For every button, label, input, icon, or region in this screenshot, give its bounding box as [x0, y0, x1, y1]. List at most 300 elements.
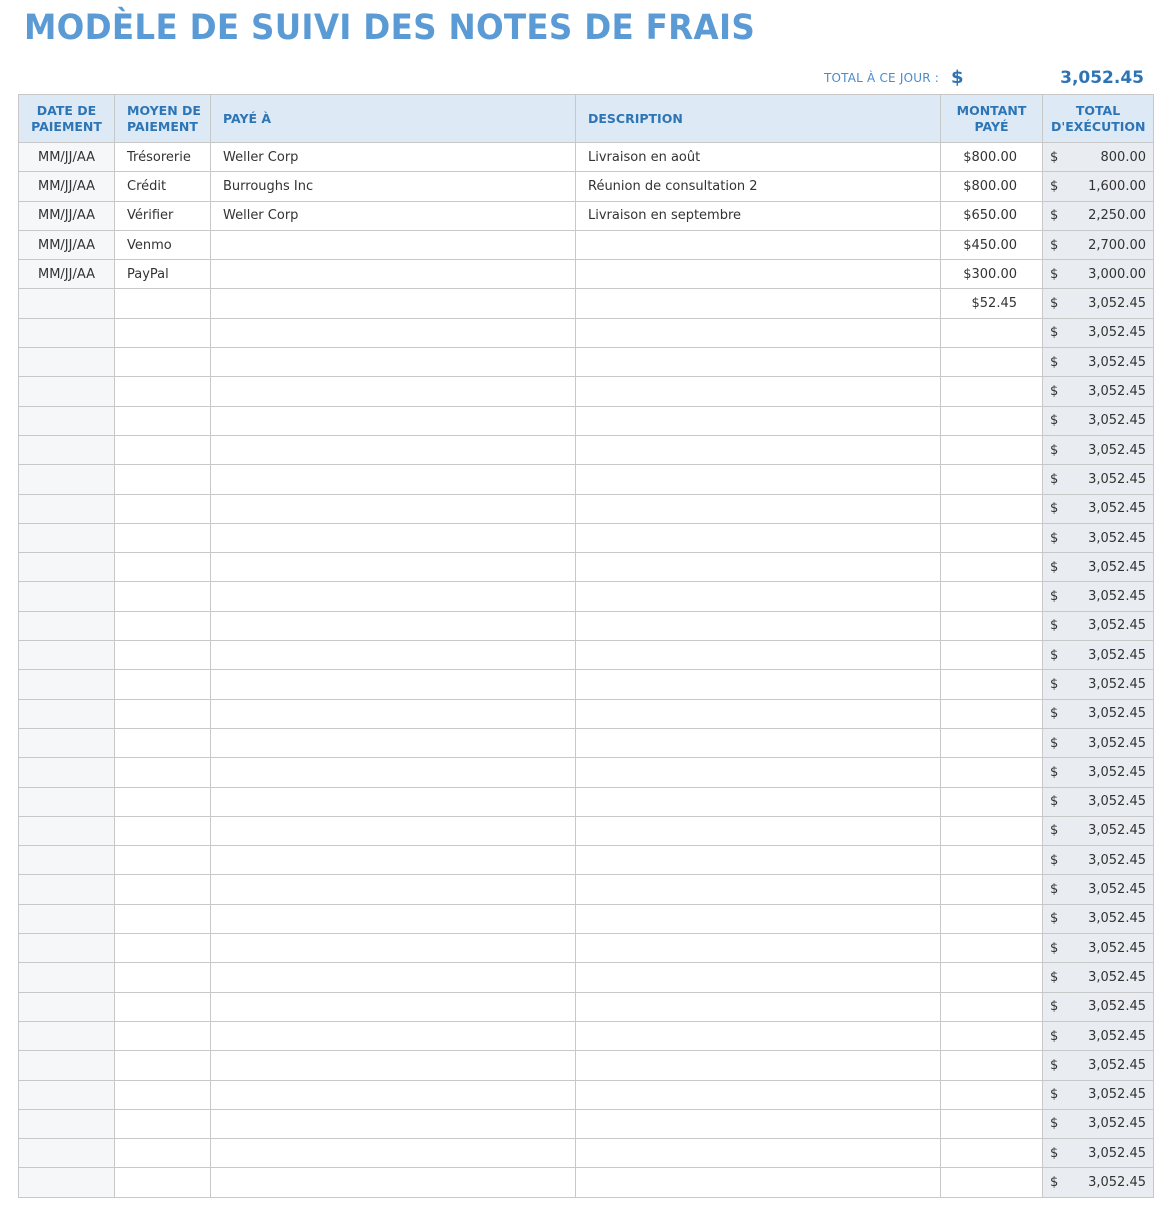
currency-symbol: $	[1050, 706, 1059, 722]
running-total-value: 3,052.45	[1088, 325, 1146, 341]
amount-cell[interactable]	[941, 1080, 1043, 1109]
running-total-cell[interactable]	[1043, 1021, 1154, 1050]
running-total-cell[interactable]	[1043, 787, 1154, 816]
description-cell[interactable]	[576, 494, 941, 523]
date-cell[interactable]	[19, 553, 115, 582]
description-cell[interactable]	[576, 230, 941, 259]
method-cell[interactable]: Trésorerie	[115, 143, 211, 172]
table-row	[19, 201, 1154, 230]
description-cell[interactable]	[576, 758, 941, 787]
running-total-cell[interactable]	[1043, 318, 1154, 347]
table-row	[19, 934, 1154, 963]
description-cell[interactable]	[576, 260, 941, 289]
amount-cell[interactable]	[941, 523, 1043, 552]
date-cell[interactable]	[19, 641, 115, 670]
payee-cell[interactable]	[211, 1139, 576, 1168]
currency-symbol: $	[1050, 208, 1059, 224]
method-cell[interactable]	[115, 523, 211, 552]
date-cell[interactable]	[19, 992, 115, 1021]
method-cell[interactable]	[115, 1021, 211, 1050]
currency-symbol: $	[1050, 764, 1059, 780]
method-cell[interactable]	[115, 435, 211, 464]
currency-symbol: $	[1050, 735, 1059, 751]
currency-symbol: $	[1050, 969, 1059, 985]
method-cell[interactable]	[115, 904, 211, 933]
amount-cell[interactable]: $800.00	[941, 143, 1043, 172]
currency-symbol: $	[1050, 266, 1059, 282]
method-cell[interactable]: PayPal	[115, 260, 211, 289]
date-cell[interactable]	[19, 348, 115, 377]
payee-cell[interactable]	[211, 260, 576, 289]
description-cell[interactable]	[576, 728, 941, 757]
payee-cell[interactable]	[211, 435, 576, 464]
currency-symbol: $	[1050, 413, 1059, 429]
running-total-value: 3,052.45	[1088, 940, 1146, 956]
expense-table	[18, 94, 1154, 1198]
amount-cell[interactable]	[941, 377, 1043, 406]
date-cell[interactable]	[19, 758, 115, 787]
currency-symbol: $	[1050, 530, 1059, 546]
method-cell[interactable]	[115, 758, 211, 787]
running-total-cell[interactable]	[1043, 963, 1154, 992]
payee-cell[interactable]: Burroughs Inc	[211, 172, 576, 201]
currency-symbol: $	[1050, 237, 1059, 253]
description-cell[interactable]	[576, 670, 941, 699]
description-cell[interactable]	[576, 1021, 941, 1050]
running-total-value: 3,052.45	[1088, 1087, 1146, 1103]
amount-cell[interactable]	[941, 1109, 1043, 1138]
date-cell[interactable]	[19, 846, 115, 875]
payee-cell[interactable]	[211, 787, 576, 816]
table-row	[19, 816, 1154, 845]
payee-cell[interactable]	[211, 318, 576, 347]
table-row	[19, 143, 1154, 172]
running-total-value: 3,052.45	[1088, 911, 1146, 927]
description-cell[interactable]	[576, 641, 941, 670]
running-total-value: 3,052.45	[1088, 764, 1146, 780]
amount-cell[interactable]	[941, 582, 1043, 611]
date-cell[interactable]	[19, 875, 115, 904]
currency-symbol: $	[1050, 794, 1059, 810]
amount-cell[interactable]	[941, 435, 1043, 464]
running-total-value: 800.00	[1100, 149, 1146, 165]
running-total-cell[interactable]	[1043, 553, 1154, 582]
running-total-value: 2,700.00	[1088, 237, 1146, 253]
running-total-cell[interactable]	[1043, 875, 1154, 904]
amount-cell[interactable]	[941, 611, 1043, 640]
amount-cell[interactable]: $650.00	[941, 201, 1043, 230]
running-total-cell[interactable]	[1043, 1139, 1154, 1168]
method-cell[interactable]: Vérifier	[115, 201, 211, 230]
running-total-value: 3,052.45	[1088, 413, 1146, 429]
date-cell[interactable]: MM/JJ/AA	[19, 143, 115, 172]
amount-cell[interactable]	[941, 1051, 1043, 1080]
table-row	[19, 875, 1154, 904]
amount-cell[interactable]	[941, 1139, 1043, 1168]
running-total-cell[interactable]	[1043, 1080, 1154, 1109]
date-cell[interactable]	[19, 611, 115, 640]
date-cell[interactable]	[19, 728, 115, 757]
amount-cell[interactable]	[941, 904, 1043, 933]
method-cell[interactable]	[115, 728, 211, 757]
payee-cell[interactable]	[211, 1021, 576, 1050]
method-cell[interactable]	[115, 582, 211, 611]
description-cell[interactable]	[576, 435, 941, 464]
running-total-value: 2,250.00	[1088, 208, 1146, 224]
date-cell[interactable]	[19, 787, 115, 816]
running-total-value: 3,052.45	[1088, 471, 1146, 487]
table-row	[19, 992, 1154, 1021]
running-total-cell[interactable]	[1043, 1051, 1154, 1080]
method-cell[interactable]	[115, 846, 211, 875]
payee-cell[interactable]	[211, 670, 576, 699]
running-total-cell[interactable]	[1043, 201, 1154, 230]
date-cell[interactable]: MM/JJ/AA	[19, 201, 115, 230]
amount-cell[interactable]: $300.00	[941, 260, 1043, 289]
header-payee: PAYÉ À	[211, 95, 576, 143]
description-cell[interactable]	[576, 963, 941, 992]
description-cell[interactable]	[576, 904, 941, 933]
description-cell[interactable]	[576, 846, 941, 875]
method-cell[interactable]	[115, 318, 211, 347]
method-cell[interactable]	[115, 875, 211, 904]
running-total-value: 3,052.45	[1088, 589, 1146, 605]
running-total-cell[interactable]	[1043, 904, 1154, 933]
table-row	[19, 904, 1154, 933]
date-cell[interactable]	[19, 1109, 115, 1138]
payee-cell[interactable]	[211, 816, 576, 845]
table-row	[19, 494, 1154, 523]
running-total-cell[interactable]	[1043, 348, 1154, 377]
currency-symbol: $	[1050, 559, 1059, 575]
date-cell[interactable]	[19, 934, 115, 963]
amount-cell[interactable]	[941, 406, 1043, 435]
date-cell[interactable]	[19, 904, 115, 933]
running-total-cell[interactable]	[1043, 670, 1154, 699]
description-cell[interactable]	[576, 1109, 941, 1138]
total-to-date	[0, 68, 1165, 90]
description-cell[interactable]	[576, 406, 941, 435]
amount-cell[interactable]	[941, 1168, 1043, 1197]
table-row	[19, 758, 1154, 787]
description-cell[interactable]: Livraison en août	[576, 143, 941, 172]
payee-cell[interactable]	[211, 1051, 576, 1080]
currency-symbol: $	[1050, 676, 1059, 692]
amount-cell[interactable]	[941, 318, 1043, 347]
running-total-value: 3,052.45	[1088, 882, 1146, 898]
currency-symbol: $	[1050, 823, 1059, 839]
method-cell[interactable]	[115, 406, 211, 435]
payee-cell[interactable]	[211, 494, 576, 523]
running-total-cell[interactable]	[1043, 934, 1154, 963]
running-total-cell[interactable]	[1043, 611, 1154, 640]
currency-symbol: $	[1050, 1145, 1059, 1161]
currency-symbol: $	[1050, 442, 1059, 458]
amount-cell[interactable]	[941, 641, 1043, 670]
date-cell[interactable]	[19, 1139, 115, 1168]
amount-cell[interactable]	[941, 787, 1043, 816]
running-total-cell[interactable]	[1043, 523, 1154, 552]
running-total-value: 3,052.45	[1088, 501, 1146, 517]
table-row	[19, 787, 1154, 816]
description-cell[interactable]: Réunion de consultation 2	[576, 172, 941, 201]
date-cell[interactable]	[19, 1051, 115, 1080]
table-row	[19, 1168, 1154, 1197]
description-cell[interactable]	[576, 699, 941, 728]
description-cell[interactable]: Livraison en septembre	[576, 201, 941, 230]
running-total-cell[interactable]	[1043, 641, 1154, 670]
currency-symbol: $	[1050, 1175, 1059, 1191]
amount-cell[interactable]	[941, 465, 1043, 494]
table-row	[19, 641, 1154, 670]
running-total-value: 3,052.45	[1088, 999, 1146, 1015]
table-row	[19, 553, 1154, 582]
description-cell[interactable]	[576, 1051, 941, 1080]
method-cell[interactable]	[115, 553, 211, 582]
date-cell[interactable]	[19, 406, 115, 435]
date-cell[interactable]: MM/JJ/AA	[19, 260, 115, 289]
running-total-cell[interactable]	[1043, 992, 1154, 1021]
date-cell[interactable]: MM/JJ/AA	[19, 230, 115, 259]
payee-cell[interactable]	[211, 699, 576, 728]
payee-cell[interactable]	[211, 465, 576, 494]
amount-cell[interactable]: $800.00	[941, 172, 1043, 201]
payee-cell[interactable]	[211, 992, 576, 1021]
method-cell[interactable]: Crédit	[115, 172, 211, 201]
payee-cell[interactable]: Weller Corp	[211, 201, 576, 230]
method-cell[interactable]	[115, 992, 211, 1021]
method-cell[interactable]	[115, 816, 211, 845]
running-total-cell[interactable]	[1043, 260, 1154, 289]
currency-symbol: $	[1050, 852, 1059, 868]
date-cell[interactable]	[19, 523, 115, 552]
header-description: DESCRIPTION	[576, 95, 941, 143]
payee-cell[interactable]	[211, 963, 576, 992]
description-cell[interactable]	[576, 348, 941, 377]
amount-cell[interactable]	[941, 963, 1043, 992]
amount-cell[interactable]: $450.00	[941, 230, 1043, 259]
description-cell[interactable]	[576, 992, 941, 1021]
description-cell[interactable]	[576, 1168, 941, 1197]
method-cell[interactable]	[115, 377, 211, 406]
payee-cell[interactable]	[211, 641, 576, 670]
date-cell[interactable]	[19, 318, 115, 347]
running-total-value: 3,052.45	[1088, 676, 1146, 692]
date-cell[interactable]	[19, 494, 115, 523]
running-total-value: 3,052.45	[1088, 852, 1146, 868]
currency-symbol: $	[1050, 178, 1059, 194]
running-total-value: 3,052.45	[1088, 1116, 1146, 1132]
description-cell[interactable]	[576, 875, 941, 904]
amount-cell[interactable]	[941, 670, 1043, 699]
running-total-value: 3,052.45	[1088, 1145, 1146, 1161]
description-cell[interactable]	[576, 289, 941, 318]
running-total-cell[interactable]	[1043, 377, 1154, 406]
description-cell[interactable]	[576, 816, 941, 845]
description-cell[interactable]	[576, 377, 941, 406]
date-cell[interactable]	[19, 1021, 115, 1050]
date-cell[interactable]	[19, 699, 115, 728]
method-cell[interactable]	[115, 1109, 211, 1138]
header-date: DATE DE PAIEMENT	[19, 95, 115, 143]
date-cell[interactable]	[19, 289, 115, 318]
running-total-cell[interactable]	[1043, 406, 1154, 435]
payee-cell[interactable]	[211, 758, 576, 787]
running-total-cell[interactable]	[1043, 230, 1154, 259]
method-cell[interactable]	[115, 934, 211, 963]
running-total-cell[interactable]	[1043, 699, 1154, 728]
description-cell[interactable]	[576, 611, 941, 640]
table-row	[19, 260, 1154, 289]
header-amount: MONTANT PAYÉ	[941, 95, 1043, 143]
table-row	[19, 1021, 1154, 1050]
amount-cell[interactable]	[941, 758, 1043, 787]
currency-symbol: $	[1050, 647, 1059, 663]
page-title: MODÈLE DE SUIVI DES NOTES DE FRAIS	[24, 8, 756, 48]
currency-symbol: $	[1050, 940, 1059, 956]
method-cell[interactable]	[115, 1139, 211, 1168]
running-total-cell[interactable]	[1043, 582, 1154, 611]
running-total-cell[interactable]	[1043, 143, 1154, 172]
running-total-cell[interactable]	[1043, 172, 1154, 201]
payee-cell[interactable]	[211, 230, 576, 259]
description-cell[interactable]	[576, 934, 941, 963]
running-total-value: 3,052.45	[1088, 442, 1146, 458]
date-cell[interactable]	[19, 1168, 115, 1197]
method-cell[interactable]	[115, 1051, 211, 1080]
table-row	[19, 1080, 1154, 1109]
running-total-cell[interactable]	[1043, 728, 1154, 757]
payee-cell[interactable]	[211, 1080, 576, 1109]
currency-symbol: $	[1050, 1116, 1059, 1132]
date-cell[interactable]	[19, 1080, 115, 1109]
running-total-cell[interactable]	[1043, 1109, 1154, 1138]
running-total-cell[interactable]	[1043, 816, 1154, 845]
table-header-row	[19, 95, 1154, 143]
currency-symbol: $	[1050, 384, 1059, 400]
currency-symbol: $	[1050, 149, 1059, 165]
description-cell[interactable]	[576, 1139, 941, 1168]
payee-cell[interactable]: Weller Corp	[211, 143, 576, 172]
amount-cell[interactable]	[941, 699, 1043, 728]
method-cell[interactable]	[115, 611, 211, 640]
method-cell[interactable]	[115, 1168, 211, 1197]
method-cell[interactable]	[115, 641, 211, 670]
table-row	[19, 1051, 1154, 1080]
payee-cell[interactable]	[211, 582, 576, 611]
amount-cell[interactable]	[941, 1021, 1043, 1050]
method-cell[interactable]: Venmo	[115, 230, 211, 259]
description-cell[interactable]	[576, 465, 941, 494]
currency-symbol: $	[1050, 911, 1059, 927]
running-total-cell[interactable]	[1043, 465, 1154, 494]
description-cell[interactable]	[576, 1080, 941, 1109]
method-cell[interactable]	[115, 699, 211, 728]
payee-cell[interactable]	[211, 934, 576, 963]
running-total-value: 3,052.45	[1088, 735, 1146, 751]
table-row	[19, 728, 1154, 757]
payee-cell[interactable]	[211, 846, 576, 875]
amount-cell[interactable]	[941, 816, 1043, 845]
payee-cell[interactable]	[211, 904, 576, 933]
date-cell[interactable]	[19, 670, 115, 699]
currency-symbol: $	[1050, 618, 1059, 634]
header-running-total: TOTAL D'EXÉCUTION	[1043, 95, 1154, 143]
currency-symbol: $	[1050, 1057, 1059, 1073]
running-total-cell[interactable]	[1043, 758, 1154, 787]
date-cell[interactable]	[19, 582, 115, 611]
amount-cell[interactable]	[941, 846, 1043, 875]
table-row	[19, 1109, 1154, 1138]
amount-cell[interactable]	[941, 728, 1043, 757]
running-total-cell[interactable]	[1043, 1168, 1154, 1197]
payee-cell[interactable]	[211, 1168, 576, 1197]
payee-cell[interactable]	[211, 406, 576, 435]
amount-cell[interactable]	[941, 553, 1043, 582]
payee-cell[interactable]	[211, 377, 576, 406]
amount-cell[interactable]	[941, 992, 1043, 1021]
running-total-value: 3,052.45	[1088, 296, 1146, 312]
date-cell[interactable]	[19, 465, 115, 494]
method-cell[interactable]	[115, 289, 211, 318]
amount-cell[interactable]	[941, 934, 1043, 963]
running-total-cell[interactable]	[1043, 289, 1154, 318]
description-cell[interactable]	[576, 318, 941, 347]
method-cell[interactable]	[115, 963, 211, 992]
currency-symbol: $	[1050, 999, 1059, 1015]
description-cell[interactable]	[576, 553, 941, 582]
method-cell[interactable]	[115, 348, 211, 377]
date-cell[interactable]	[19, 435, 115, 464]
payee-cell[interactable]	[211, 523, 576, 552]
date-cell[interactable]	[19, 963, 115, 992]
method-cell[interactable]	[115, 787, 211, 816]
description-cell[interactable]	[576, 787, 941, 816]
table-row	[19, 377, 1154, 406]
method-cell[interactable]	[115, 1080, 211, 1109]
running-total-cell[interactable]	[1043, 846, 1154, 875]
method-cell[interactable]	[115, 494, 211, 523]
payee-cell[interactable]	[211, 611, 576, 640]
amount-cell[interactable]	[941, 494, 1043, 523]
table-row	[19, 699, 1154, 728]
running-total-value: 3,052.45	[1088, 706, 1146, 722]
payee-cell[interactable]	[211, 875, 576, 904]
running-total-cell[interactable]	[1043, 435, 1154, 464]
description-cell[interactable]	[576, 523, 941, 552]
amount-cell[interactable]: $52.45	[941, 289, 1043, 318]
method-cell[interactable]	[115, 465, 211, 494]
payee-cell[interactable]	[211, 348, 576, 377]
table-row	[19, 465, 1154, 494]
date-cell[interactable]: MM/JJ/AA	[19, 172, 115, 201]
amount-cell[interactable]	[941, 348, 1043, 377]
running-total-cell[interactable]	[1043, 494, 1154, 523]
date-cell[interactable]	[19, 377, 115, 406]
date-cell[interactable]	[19, 816, 115, 845]
description-cell[interactable]	[576, 582, 941, 611]
payee-cell[interactable]	[211, 289, 576, 318]
running-total-value: 3,052.45	[1088, 647, 1146, 663]
method-cell[interactable]	[115, 670, 211, 699]
table-row	[19, 406, 1154, 435]
currency-symbol: $	[1050, 882, 1059, 898]
running-total-value: 3,052.45	[1088, 384, 1146, 400]
payee-cell[interactable]	[211, 1109, 576, 1138]
amount-cell[interactable]	[941, 875, 1043, 904]
payee-cell[interactable]	[211, 728, 576, 757]
payee-cell[interactable]	[211, 553, 576, 582]
